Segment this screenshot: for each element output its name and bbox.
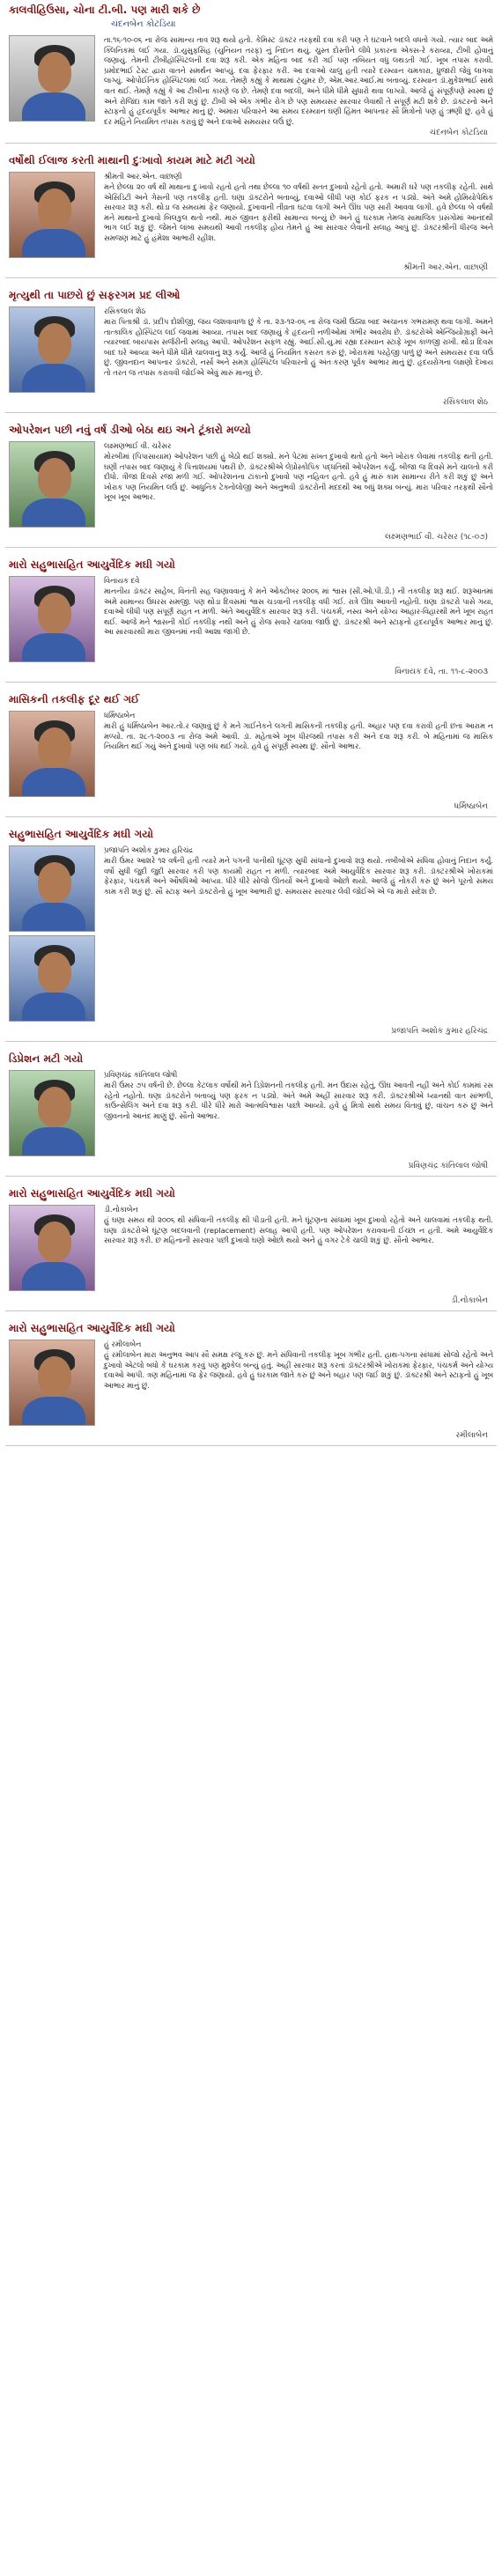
section-divider bbox=[5, 1310, 497, 1311]
photo-column bbox=[5, 1067, 104, 1160]
person-photo bbox=[9, 1340, 95, 1426]
section-heading: માસિકની તકલીફ દૂર થઈ ગઈ bbox=[9, 693, 140, 706]
section-byline: ચંદનબેન કોટડિયા bbox=[111, 19, 176, 29]
testimonial-row bbox=[5, 842, 497, 1025]
testimonial-body: તા.૧૬-૧૦-૦૬ ના રોજ સામાન્ય તાવ શરૂ થયો હતો. કેમિસ્ટ ડૉક્ટર તરફથી દવા કરી પણ તે ઘટવાને બદલે વધતો ગયો. ત્યાર બાદ અમે ક્લિનિકમાં લઈ ગયા. ડૉ.યુસુફસિંહ (યુનિયન તરફ) નું નિદાન થયું. ચુસ્ત દોસ્તીને લીધે પ્રકારના એક્સ-રે કરાવ્યા, ટીબી હોવાનું જણાયું. તેમની ટીબીહૉસ્પિટલની દવા શરૂ કરી. એક મહિના બાદ કરી ગઈ પણ તબિયત વધુ લથડતી ગઈ. ખૂબ તપાસ કરાવી. પ્રમોદભાઈ ટેસ્ટ દ્વારા વાતને સમર્થન આપ્યું. દવા ફેરફાર કરી. આ દવાઓ ચાલુ હતી ત્યારે દરમ્યાન ચમકારા, ધ્રુજારી જેવું લાગવા લાગ્યું. ઓપોઈનિક હોસ્પિટલમાં લઈ ગયા. તેમણે કહ્યું કે માથામાં ટ્યુમર છે, એમ.આર.આઈ.માં બતાવ્યું. દરમ્યાન ડૉ.મુકેશભાઈ સાથે વાત થઈ. તેમણે કહ્યું કે આ ટીબીના કારણે જ છે. તેમણે દવા બદલી, અને ધીમે ધીમે સુધારો થવા લાગ્યો. આજે હું સંપૂર્ણપણે સ્વસ્થ છું અને રોજિંદા કામ જાતે કરી શકું છું. ટીબી એ એક ગંભીર રોગ છે પણ સમયસર સારવાર લેવાથી તે સંપૂર્ણ મટી શકે છે. ડૉક્ટરનો અને સ્ટાફનો હું હૃદયપૂર્વક આભાર માનું છું. અમારા પરિવારને આ સમય દરમ્યાન ઘણી હિંમત આપનાર સૌ મિત્રોનો પણ હું ઋણી છું. હવે હું દર મહિને નિયમિત તપાસ કરાવું છું અને દવાઓ સમયસર લઉં છું. bbox=[104, 35, 493, 126]
testimonial-signature: ડી.નોકાબેન bbox=[451, 1296, 488, 1306]
section-divider bbox=[5, 412, 497, 413]
testimonial-row bbox=[5, 168, 497, 262]
testimonial-signature: ધર્મિષ્ઠાબેન bbox=[454, 802, 488, 812]
testimonial-section bbox=[0, 1318, 502, 1453]
person-photo bbox=[9, 441, 95, 528]
testimonial-section bbox=[0, 285, 502, 420]
testimonial-row bbox=[5, 32, 497, 127]
testimonial-body: પ્રજાપતિ અશોક કુમાર હરિચંદ્ર મારી ઉંમર આશરે ૧૨ વર્ષની હતી ત્યારે મને પગની પાનીથી ઘૂંટણ સુધી સાંધાનો દુખાવો શરૂ થયો. તબીબોએ સંધિવા હોવાનું નિદાન કર્યું. વર્ષો સુધી જુદી જુદી સારવાર કરી પણ કાયમી રાહત ન મળી. ત્યારબાદ અમે આયુર્વેદિક સારવાર શરૂ કરી. ડૉક્ટરશ્રીએ ખોરાકમાં ફેરફાર, પંચકર્મ અને ઔષધિઓ આપ્યા. ધીરે ધીરે સોજો ઊતર્યો અને દુખાવો ઓછો થયો. આજે હું નોકરી કરું છું અને પૂરતો સમય કામ કરી શકું છું. સૌ સ્ટાફ અને ડૉક્ટરોનો હું ખૂબ આભારી છું. સમયસર સારવાર લેવી જોઈએ એ જ મારો સંદેશ છે. bbox=[104, 845, 493, 896]
testimonial-signature: પ્રવિણચંદ્ર કાંતિલાલ જોષી bbox=[408, 1162, 488, 1171]
testimonial-body: રસિકલાલ શેઠ મારા પિતાશ્રી ડૉ. પ્રદીપ દોશીજી, જય જશવાવાળા છું કે તા. ૨૩-૧૨-૦૬ ના રોજ જમી ઉઠ્યા બાદ અચાનક ગભરામણ થવા લાગી. અમને તાત્કાલિક હોસ્પિટલ લઈ જવામાં આવ્યા. તપાસ બાદ જણાયું કે હૃદયની નળીઓમાં ગંભીર અવરોધ છે. ડૉક્ટરોએ એન્જિયોગ્રાફી અને ત્યારબાદ બાયપાસ સર્જરીની સલાહ આપી. ઓપરેશન સફળ રહ્યું. આઈ.સી.યુ.માં રહ્યા દરમ્યાન સ્ટાફે ખૂબ કાળજી રાખી. થોડા દિવસ બાદ ઘરે આવ્યા અને ધીમે ધીમે ચાલવાનું શરૂ કર્યું. આજે હું નિયમિત કસરત કરું છું, ખોરાકમાં પરહેજી પાળું છું અને સમયસર દવા લઉં છું. જીવનદાન આપનાર ડૉક્ટરો, નર્સો અને સમગ્ર હોસ્પિટલ પરિવારનો હું અંતઃકરણ પૂર્વક આભાર માનું છું. હૃદયરોગના લક્ષણો દેખાય તો તરત જ તપાસ કરાવવી જોઈએ એવું મારું માનવું છે. bbox=[104, 306, 493, 377]
testimonial-row bbox=[5, 1336, 497, 1429]
section-divider bbox=[5, 682, 497, 683]
testimonial-section bbox=[0, 0, 502, 151]
person-photo bbox=[9, 1205, 95, 1291]
section-heading: મારો સહુભાસહિત આયુર્વેદિક મઘી ગયો bbox=[9, 1187, 175, 1200]
photo-column bbox=[5, 1336, 104, 1429]
photo-column bbox=[5, 168, 104, 262]
testimonial-body: લક્ષ્મણભાઈ વી. ચરેસર મોરબીમાં (પિપાસાયામ) ઓપરેશન પછી હું બેઠો થઈ શક્યો. મને પેટમાં સખત દુખાવો થતો હતો અને ખોરાક લેવામાં તકલીફ થતી હતી. ઘણી તપાસ બાદ જણાયું કે પિત્તાશયમાં પથરી છે. ડૉક્ટરશ્રીએ લેપ્રોસ્કોપિક પદ્ધતિથી ઓપરેશન કર્યું. બીજા જ દિવસે મને ચાલતો કરી દીધો. ત્રીજા દિવસે રજા મળી ગઈ. ઓપરેશનના ટાંકાનો દુખાવો પણ નહિવત હતો. હવે હું મારું કામ સામાન્ય રીતે કરી શકું છું અને ખોરાક પણ નિયમિત લઉં છું. આધુનિક ટેક્નોલોજી અને અનુભવી ડૉક્ટરોની મદદથી આ બધું શક્ય બન્યું. મારા પરિવાર તરફથી સૌનો ખૂબ ખૂબ આભાર. bbox=[104, 441, 493, 502]
section-heading: ડિપ્રેશન મટી ગયો bbox=[9, 1052, 84, 1066]
testimonial-body: ડી.નોકાબેન હું ઘણા સમય થી ૨૦૦૬ થી સંધિવાની તકલીફ થી પીડાતી હતી. મને ઘૂંટણના સાંધામાં ખૂબ દુખાવો રહેતો અને ચાલવામાં તકલીફ થતી. ઘણા ડૉક્ટરોએ ઘૂંટણ બદલવાની (replacement) સલાહ આપી હતી. પણ ઓપરેશન કરાવવાની ઈચ્છા ન હતી. અમે આયુર્વેદિક સારવાર શરૂ કરી. છ મહિનાની સારવાર પછી દુખાવો ઘણો ઓછો થયો અને હું વગર ટેકે ચાલી શકું છું. સૌનો આભાર. bbox=[104, 1205, 493, 1245]
section-divider bbox=[5, 277, 497, 278]
photo-column bbox=[5, 32, 104, 125]
testimonial-signature: રસિકલાલ શેઠ bbox=[442, 398, 488, 408]
person-photo bbox=[9, 172, 95, 258]
section-divider bbox=[5, 547, 497, 548]
testimonial-section bbox=[0, 151, 502, 285]
testimonial-section bbox=[0, 420, 502, 555]
section-divider bbox=[5, 1176, 497, 1177]
testimonial-body: શ્રીમતી આર.એન. વાછાણી મને છેલ્લા ૨૦ વર્ષ થી માથાના દુઃખાવો રહતો હતો તથા છેલ્લા ૧૦ વર્ષથી સતત દુખાવો રહેતો હતો. અમારી ઘરે પણ તકલીફ રહેતી. સાથે એસિડિટી અને ગેસની પણ તકલીફ હતી. ઘણા ડૉક્ટરોને બતાવ્યું, દવાઓ લીધી પણ કોઈ ફરક ન પડ્યો. અંતે અમે હોમિયોપેથિક સારવાર શરૂ કરી. થોડા જ સમયમાં ફેર જણાયો. દુખાવાની તીવ્રતા ઘટવા લાગી અને ઊંઘ પણ સારી આવવા લાગી. હવે છેલ્લા બે વર્ષથી મને માથાનો દુખાવો બિલકુલ થતો નથી. મારું જીવન ફરીથી સામાન્ય બન્યું છે અને હું ઘરકામ તેમજ સામાજિક પ્રસંગોમાં આનંદથી ભાગ લઈ શકું છું. જેમને લાંબા સમયથી આવી તકલીફ હોય તેમને હું આ સારવાર લેવાની સલાહ આપું છું. ડૉક્ટરશ્રીની ધીરજ અને સમજણ માટે હું હંમેશા આભારી રહીશ. bbox=[104, 172, 493, 242]
section-heading: વર્ષોથી ઈલાજ કરતી માથાની દુઃખાવો કાયમ માટે મટી ગયો bbox=[9, 154, 255, 167]
testimonial-section bbox=[0, 1184, 502, 1318]
testimonial-body: પ્રવિણચંદ્ર કાંતિલાલ જોષી મારી ઉંમર ૭૫ વર્ષની છે. છેલ્લા કેટલાક વર્ષોથી મને ડિપ્રેશનની તકલીફ હતી. મન ઉદાસ રહેતું, ઊંઘ આવતી નહીં અને કોઈ કામમાં રસ રહેતો નહોતો. ઘણા ડૉક્ટરોને બતાવ્યું પણ ફરક ન પડ્યો. અંતે અમે અહીં સારવાર શરૂ કરી. ડૉક્ટરશ્રીએ ધ્યાનથી વાત સાંભળી, કાઉન્સેલિંગ અને દવા શરૂ કરી. ધીરે ધીરે મારો આત્મવિશ્વાસ પાછો આવ્યો. હવે હું મિત્રો સાથે સમય વિતાવું છું, વાંચન કરું છું અને જીવનનો આનંદ માણું છું. સૌનો આભાર. bbox=[104, 1070, 493, 1120]
photo-column bbox=[5, 303, 104, 396]
testimonial-signature: પ્રજાપતિ અશોક કુમાર હરિચંદ્ર bbox=[391, 1027, 488, 1037]
section-divider bbox=[5, 816, 497, 817]
testimonial-signature: લક્ષ્મણભાઈ વી. ચરેસર (૧૮-૦૭) bbox=[385, 533, 488, 543]
testimonial-row bbox=[5, 1067, 497, 1160]
photo-column bbox=[5, 707, 104, 801]
section-heading: સહુભાસહિત આયુર્વેદિક મઘી ગયો bbox=[9, 828, 154, 841]
person-photo bbox=[9, 1070, 95, 1156]
testimonial-section bbox=[0, 555, 502, 690]
section-heading: મારો સહુભાસહિત આયુર્વેદિક મઘી ગયો bbox=[9, 558, 175, 572]
testimonial-signature: રમીલાબેન bbox=[455, 1431, 488, 1441]
testimonial-body: હું રમીલાબેન હું રમીલાબેન મારા અનુભવ આપ સૌ સમક્ષ રજૂ કરું છું. મને સંધિવાની તકલીફ ખૂબ ગંભીર હતી. હાથ-પગના સાંધામાં સોજો રહેતો અને દુખાવો એટલો બધો કે ઘરકામ કરવું પણ મુશ્કેલ બન્યું હતું. અહીં સારવાર શરૂ કરતાં ડૉક્ટરશ્રીએ ખોરાકમાં ફેરફાર, પંચકર્મ અને યોગ્ય દવાઓ આપી. ત્રણ મહિનામાં જ ફેર જણાયો. હવે હું ઘરકામ જાતે કરું છું અને બહાર પણ જઈ શકું છું. ડૉક્ટરશ્રી અને સ્ટાફનો હું ખૂબ આભાર માનું છું. bbox=[104, 1340, 493, 1390]
person-photo bbox=[9, 306, 95, 393]
section-divider bbox=[5, 1445, 497, 1446]
testimonial-row bbox=[5, 303, 497, 396]
person-photo bbox=[9, 576, 95, 662]
section-divider bbox=[5, 143, 497, 144]
section-heading: ઓપરેશન પછી નવું વર્ષ ડીઓ બેઠા થઇ અને ટૂંકારો મળ્યો bbox=[9, 424, 251, 437]
section-heading: કાલવીહિઉસા, ચોના ટી.બી. પણ મારી શકે છે bbox=[9, 4, 201, 16]
section-heading: મૃત્યુથી તા પાછરો છું સફરગમ પ્રદ લીઓ bbox=[9, 289, 181, 302]
testimonial-row bbox=[5, 1201, 497, 1295]
testimonial-section bbox=[0, 824, 502, 1049]
testimonial-signature: વિનાયક દવે, તા. ૧૧-૮-૨૦૦૩ bbox=[395, 668, 488, 677]
person-photo bbox=[9, 35, 95, 122]
photo-column bbox=[5, 842, 104, 1025]
testimonial-body: ધર્મિષ્ઠાબેન મારી હું ધર્મિષ્ઠાબેન આર.તો.ર જણાવું છું કે મને ગાઈનેકને લગતી માસિકની તકલીફ હતી. અહાર પણ દવા કરાવી હતી છતાં આરામ ન મળ્યો. તા. ૨૮-૧-૨૦૦૩ ના રોજ અમે આવી. ડૉ. મહેતાએ ખૂબ ધીરજથી તપાસ કરી અને દવા શરૂ કરી. બે મહિનામાં જ માસિક નિયમિત થઈ ગયું અને દુખાવો પણ બંધ થઈ ગયો. હવે હું સંપૂર્ણ સ્વસ્થ છું. સૌનો આભાર. bbox=[104, 711, 493, 751]
person-photo bbox=[9, 711, 95, 797]
testimonial-signature: ચંદનબેન કોટડિયા bbox=[429, 129, 488, 138]
testimonial-signature: શ્રીમતી આર.એન. વાછાણી bbox=[403, 263, 488, 273]
person-photo bbox=[9, 935, 95, 1022]
testimonial-body: વિનાયક દવે માનનીય ડૉક્ટર સાહેબ, વિનંતી સહ જણાવવાનું કે મને ઓક્ટોબર ૨૦૦૬ માં શ્વાસ (સી.ઓ.પી.ડી.) ની તકલીફ શરૂ થઈ. શરૂઆતમાં અમે સામાન્ય ઉધરસ સમજી. પણ થોડા દિવસમાં શ્વાસ ચડવાની તકલીફ વધી ગઈ. રાત્રે ઊંઘ આવતી નહોતી. ઘણા ડૉક્ટરો પાસે ગયા, દવાઓ લીધી પણ સંપૂર્ણ રાહત ન મળી. અંતે આયુર્વેદિક સારવાર શરૂ કરી. પંચકર્મ, નસ્ય અને યોગ્ય આહાર-વિહારથી મને ખૂબ રાહત થઈ. આજે મને શ્વાસની કોઈ તકલીફ નથી અને હું રોજ સવારે ચાલવા જાઉં છું. ડૉક્ટરશ્રી અને સ્ટાફનો હૃદયપૂર્વક આભાર માનું છું. આ સારવારથી મારા જીવનમાં નવી આશા જાગી છે. bbox=[104, 576, 493, 637]
person-photo bbox=[9, 845, 95, 932]
testimonial-row bbox=[5, 572, 497, 666]
photo-column bbox=[5, 1201, 104, 1295]
photo-column bbox=[5, 572, 104, 666]
testimonial-row bbox=[5, 438, 497, 531]
photo-column bbox=[5, 438, 104, 531]
section-divider bbox=[5, 1041, 497, 1042]
testimonial-section bbox=[0, 690, 502, 824]
testimonial-section bbox=[0, 1049, 502, 1184]
testimonial-row bbox=[5, 707, 497, 801]
section-heading: મારો સહુભાસહિત આયુર્વેદિક મઘી ગયો bbox=[9, 1322, 175, 1335]
